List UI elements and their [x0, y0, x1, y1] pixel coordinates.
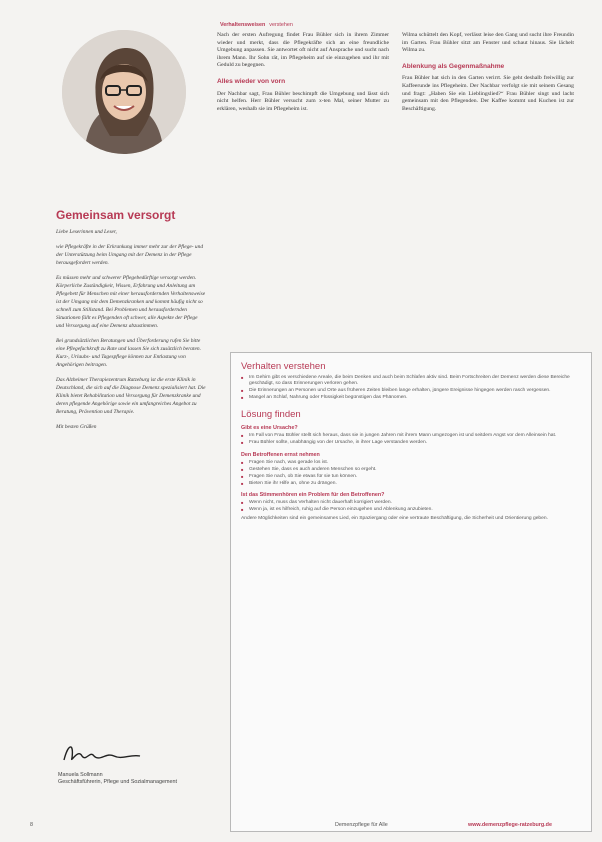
- article-paragraph: Frau Bühler hat sich in den Garten verirrt. Sie geht deshalb freiwillig zur Kaffeerunde ins Pflegeheim. Der Nachbar verfolgt sie mit seinem Gesang und fragt: „Haben Sie ein Lieblingslied?“ Frau Bühler singt und lacht gemeinsam mit den Pflegenden. Der Kaffee kommt und Kuchen ist zur Beschäftigung.: [402, 75, 574, 112]
- editorial-paragraph: Das Alzheimer Therapiezentrum Ratzeburg ist die erste Klinik in Deutschland, die sich auf die Diagnose Demenz spezialisiert hat. Die Klinik bietet Rehabilitation und Versorgung für Demenzkranke und deren pflegende Angehörige sowie ein umfangreiches Angebot zu Beratung, Prävention und Therapie.: [56, 377, 206, 415]
- editorial-closing: Mit besten Grüßen: [56, 424, 97, 430]
- editorial-paragraph: Es müssen mehr und schwerer Pflegebedürftige versorgt werden. Körperliche Zuständigkeit, Wissen, Erfahrung und Anleitung am Pflegebett für Menschen mit einer herausfordernden Verhaltensweise ist der Umgang mit dem Demenzkranken und kommt häufig nicht so schnell zum Stillstand. Bei Problemen und herausfordernden Situationen fällt es Pflegenden oft schwer, alle Aspekte der Pflege und Versorgung auf eine Demenz abzustimmen.: [56, 275, 206, 329]
- author-name: Manuela Sollmann: [58, 772, 103, 778]
- page-number: 8: [30, 822, 33, 828]
- article-paragraph: Wilma schüttelt den Kopf, verlässt leise den Gang und sucht ihre Freundin im Garten. Frau Bühler sitzt am Fenster und schaut hinaus. Sie lächelt Wilma zu.: [402, 32, 574, 54]
- editorial-greeting: Liebe Leserinnen und Leser,: [56, 229, 117, 235]
- article-paragraph: Nach der ersten Aufregung findet Frau Bühler sich in ihrem Zimmer wieder und merkt, dass die Pflegekräfte sich an eine freundliche Umgebung anpassen. Sie antwortet oft nicht auf Ansprache und sucht nach ihrem Mann. Ihr Sohn rät, im Pflegeheim auf sie einzugehen und ihr mit Geduld zu begegnen.: [217, 32, 389, 69]
- editorial-paragraph: wie Pflegekräfte in der Erkrankung immer mehr zur der Pflege- und der Unterstützung beim Umgang mit der Demenz in der Pflege herausgefordert werden.: [56, 244, 204, 266]
- list-item: ■ Mangel an Schlaf, Nahrung oder Flüssigkeit begünstigen das Phänomen.: [241, 395, 581, 401]
- problem-list: [241, 500, 581, 513]
- serious-list: [241, 460, 581, 487]
- list-item: ■ Frau Bühler sollte, unabhängig von der Ursache, in ihrer Lage verstanden werden.: [241, 440, 581, 446]
- understand-list: [241, 375, 581, 401]
- article-subheading: Ablenkung als Gegenmaßnahme: [402, 62, 505, 70]
- box-subheading: Den Betroffenen ernst nehmen: [241, 451, 320, 458]
- list-item: ■ Im Fall von Frau Bühler stellt sich heraus, dass sie in jungen Jahren mit ihrem Mann umgezogen ist und seitdem Angst vor dem Alleinsein hat.: [241, 433, 581, 439]
- list-item: ■ Wenn nicht, muss das Verhalten nicht dauerhaft korrigiert werden.: [241, 500, 581, 506]
- info-box: [230, 352, 592, 832]
- author-role: Geschäftsführerin, Pflege und Sozialmanagement: [58, 778, 177, 785]
- article-column-middle: [217, 32, 389, 113]
- author-portrait: [62, 30, 186, 154]
- box-title-solution: Lösung finden: [241, 409, 301, 421]
- editorial-column: [56, 208, 206, 438]
- magazine-name: Demenzpflege für Alle: [335, 822, 388, 828]
- article-paragraph: Der Nachbar sagt, Frau Bühler beschimpft die Umgebung und lässt sich nicht helfen. Herr Bühler versucht zum x-ten Mal, seiner Mutter zu erklären, weshalb sie im Pflegeheim ist.: [217, 90, 389, 112]
- box-subheading: Ist das Stimmenhören ein Problem für den Betroffenen?: [241, 491, 385, 498]
- page-footer: [0, 818, 602, 834]
- box-subheading: Gibt es eine Ursache?: [241, 425, 298, 432]
- cause-list: [241, 433, 581, 446]
- article-subheading: Alles wieder von vorn: [217, 77, 286, 85]
- article-column-right: [402, 32, 574, 113]
- signature: [60, 738, 142, 768]
- box-closing-text: Andere Möglichkeiten sind ein gemeinsames Lied, ein Spaziergang oder eine vertraute Beschäftigung, die Sicherheit und Orientierung geben.: [241, 516, 548, 522]
- list-item: ■ Im Gehirn gibt es verschiedene Areale, die beim Denken und auch beim Schlafen aktiv sind. Beim Fortschreiten der Demenz werden diese Bereiche geschädigt, so dass Erinnerungen verloren gehen.: [241, 375, 581, 387]
- list-item: ■ Bieten Sie ihr Hilfe an, ohne zu drängen.: [241, 481, 581, 487]
- section-kicker: [220, 22, 293, 28]
- list-item: ■ Wenn ja, ist es hilfreich, ruhig auf die Person einzugehen und Ablenkung anzubieten.: [241, 507, 581, 513]
- editorial-paragraph: Bei grundsätzlichen Beratungen und Überforderung rufen Sie bitte eine Pflegefachkraft zu Rate und lassen Sie sich zusätzlich beraten. Kurz-, Urlaubs- und Tagespflege können zur Entlastung von Angehörigen beitragen.: [56, 338, 201, 368]
- box-title-understand: Verhalten verstehen: [241, 361, 326, 372]
- list-item: ■ Fragen Sie nach, ob Sie etwas für sie tun können.: [241, 474, 581, 480]
- kicker-section: Verhaltensweisen: [220, 22, 266, 28]
- author-block: [58, 772, 208, 785]
- editorial-title: Gemeinsam versorgt: [56, 208, 176, 222]
- kicker-sub: verstehen: [269, 22, 293, 28]
- website-link[interactable]: www.demenzpflege-ratzeburg.de: [468, 822, 552, 828]
- list-item: ■ Die Erinnerungen an Personen und Orte aus früheren Zeiten bleiben lange erhalten, jüngere Ereignisse hingegen werden rasch vergessen.: [241, 388, 581, 394]
- list-item: ■ Gestehen Sie, dass es auch anderen Menschen so ergeht.: [241, 467, 581, 473]
- list-item: ■ Fragen Sie nach, was gerade los ist.: [241, 460, 581, 466]
